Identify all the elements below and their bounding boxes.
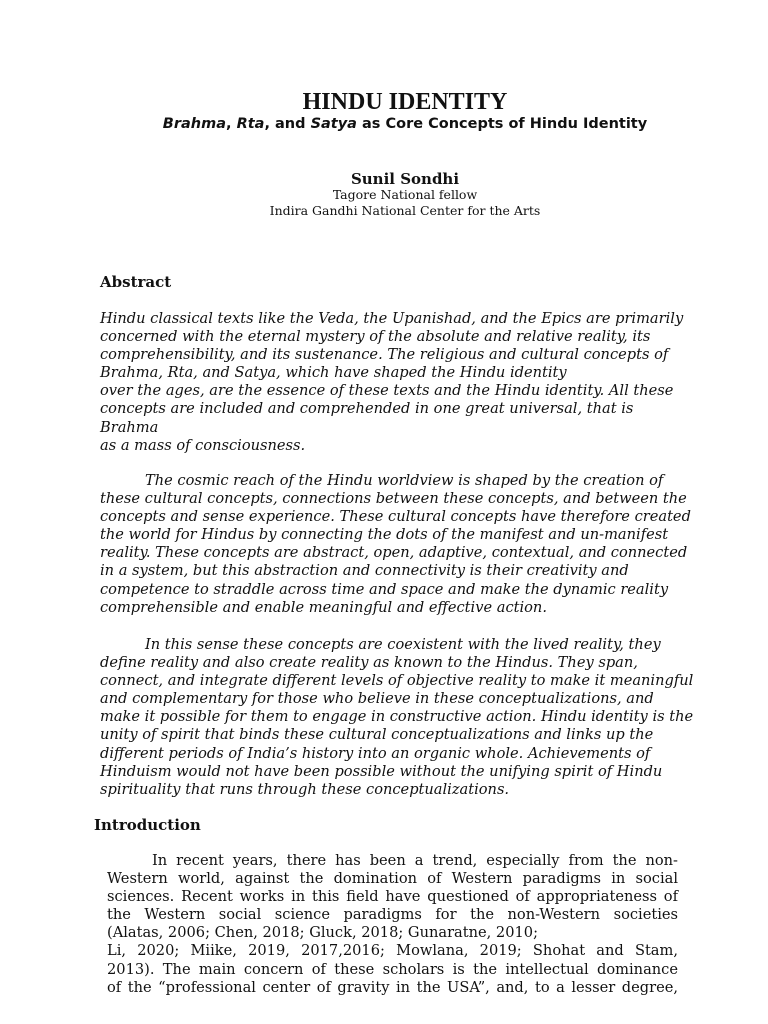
text-line: spirituality that runs through these conceptualizations. bbox=[100, 780, 510, 798]
text-line: these cultural concepts, connections between these concepts, and between the bbox=[100, 490, 687, 508]
text-line: Li, 2020; Miike, 2019, 2017,2016; Mowlana, 2019; Shohat and Stam, bbox=[107, 942, 678, 960]
author-name: Sunil Sondhi bbox=[350, 170, 460, 188]
introduction-paragraph bbox=[107, 852, 678, 997]
text-line: Hinduism would not have been possible without the unifying spirit of Hindu bbox=[100, 762, 663, 780]
author-affiliation-title: Tagore National fellow bbox=[332, 187, 478, 202]
text-line: in a system, but this abstraction and connectivity is their creativity and bbox=[100, 562, 629, 580]
text-line: unity of spirit that binds these cultural conceptualizations and links up the bbox=[100, 726, 654, 744]
text-line: (Alatas, 2006; Chen, 2018; Gluck, 2018; Gunaratne, 2010; bbox=[107, 924, 538, 942]
text-line: Brahma bbox=[100, 418, 159, 436]
subtitle-separator-1: , bbox=[226, 116, 237, 132]
abstract-heading: Abstract bbox=[100, 273, 172, 291]
text-line: the world for Hindus by connecting the dots of the manifest and un-manifest bbox=[100, 526, 669, 544]
abstract-paragraph-1 bbox=[100, 310, 720, 455]
text-line: reality. These concepts are abstract, open, adaptive, contextual, and connected bbox=[100, 544, 688, 562]
text-line: connect, and integrate different levels of objective reality to make it meaningful bbox=[100, 672, 694, 690]
text-line: In this sense these concepts are coexistent with the lived reality, they bbox=[145, 636, 661, 653]
text-line: concepts and sense experience. These cultural concepts have therefore created bbox=[100, 508, 691, 526]
text-line: define reality and also create reality as known to the Hindus. They span, bbox=[100, 654, 638, 672]
text-line: comprehensibility, and its sustenance. The religious and cultural concepts of bbox=[100, 346, 669, 364]
subtitle-term-brahma: Brahma bbox=[162, 116, 227, 132]
subtitle-term-rta: Rta bbox=[236, 116, 265, 132]
text-line: sciences. Recent works in this field have questioned of appropriateness of bbox=[107, 888, 678, 906]
subtitle-term-satya: Satya bbox=[310, 116, 357, 132]
paper-subtitle bbox=[0, 114, 768, 134]
author-affiliation-institution: Indira Gandhi National Center for the Arts bbox=[269, 203, 541, 218]
text-line: Western world, against the domination of Western paradigms in social bbox=[107, 870, 678, 888]
text-line: of the “professional center of gravity in the USA”, and, to a lesser degree, bbox=[107, 978, 678, 996]
subtitle-separator-2: , and bbox=[264, 116, 311, 132]
text-line: the Western social science paradigms for the non-Western societies bbox=[107, 906, 678, 924]
text-line: Brahma, Rta, and Satya, which have shaped the Hindu identity bbox=[100, 364, 567, 382]
text-line: Hindu classical texts like the Veda, the Upanishad, and the Epics are primarily bbox=[100, 310, 684, 327]
text-line: concepts are included and comprehended in one great universal, that is bbox=[100, 400, 634, 418]
text-line: In recent years, there has been a trend, especially from the non- bbox=[152, 852, 678, 869]
text-line: and complementary for those who believe in these conceptualizations, and bbox=[100, 690, 654, 708]
text-line: make it possible for them to engage in constructive action. Hindu identity is the bbox=[100, 708, 694, 726]
text-line: 2013). The main concern of these scholars is the intellectual dominance bbox=[107, 960, 678, 978]
text-line: over the ages, are the essence of these texts and the Hindu identity. All these bbox=[100, 382, 674, 400]
abstract-paragraph-3 bbox=[100, 636, 720, 799]
text-line: different periods of India’s history into an organic whole. Achievements of bbox=[100, 744, 651, 762]
text-line: competence to straddle across time and space and make the dynamic reality bbox=[100, 580, 669, 598]
introduction-heading: Introduction bbox=[94, 816, 201, 834]
text-line: comprehensible and enable meaningful and effective action. bbox=[100, 598, 547, 616]
text-line: The cosmic reach of the Hindu worldview is shaped by the creation of bbox=[145, 472, 664, 489]
paper-title: HINDU IDENTITY bbox=[302, 89, 508, 115]
text-line: as a mass of consciousness. bbox=[100, 436, 306, 454]
abstract-paragraph-2 bbox=[100, 472, 720, 617]
subtitle-rest: as Core Concepts of Hindu Identity bbox=[356, 116, 648, 132]
text-line: concerned with the eternal mystery of the absolute and relative reality, its bbox=[100, 328, 651, 346]
